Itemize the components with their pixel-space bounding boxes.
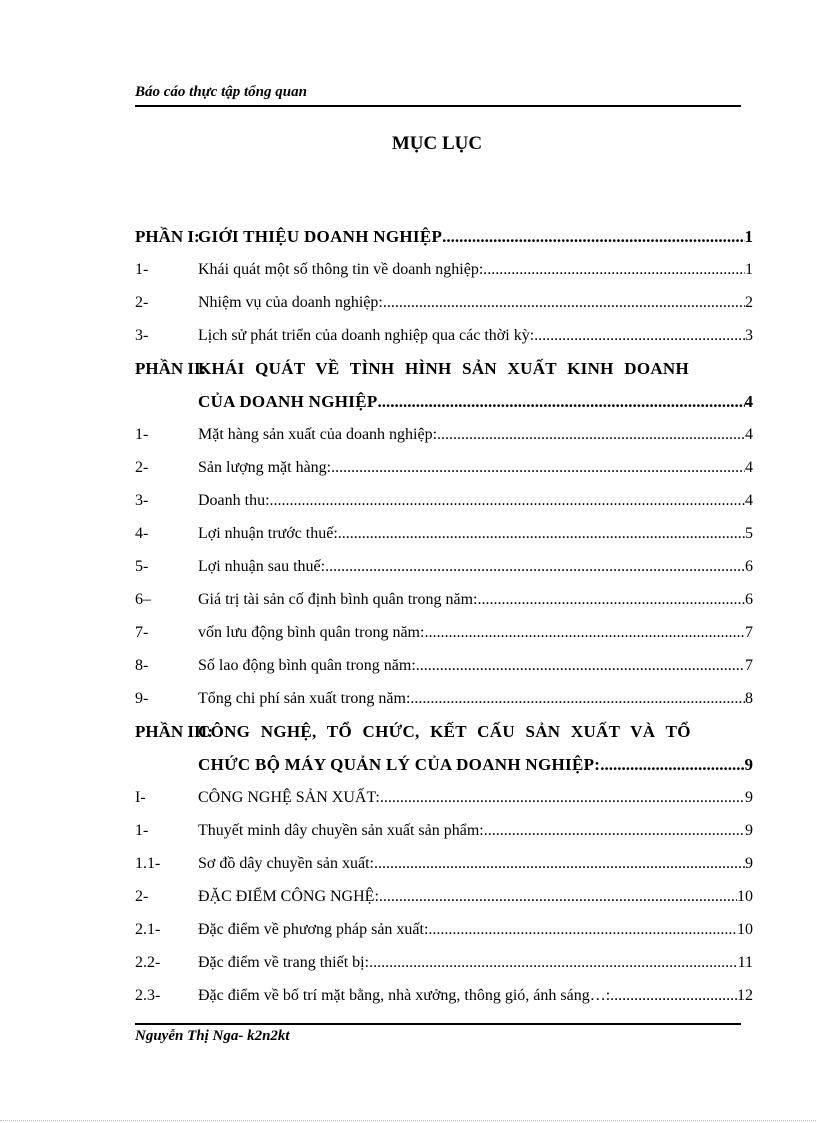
toc-part-entry: [135, 748, 753, 781]
toc-entry: [135, 781, 753, 814]
toc-dot-leader: [428, 913, 737, 946]
toc-entry-number: 9-: [135, 690, 149, 707]
toc-dot-leader: [378, 385, 745, 418]
toc-entry-number: I-: [135, 789, 146, 806]
toc-page-number: 6: [745, 558, 753, 575]
page-edge: [0, 1120, 816, 1121]
toc-entry-number: PHẦN I:: [135, 227, 200, 246]
toc-entry-number: 1-: [135, 426, 149, 443]
header-divider: [135, 105, 741, 107]
toc-dot-leader: [380, 781, 745, 814]
toc-dot-leader: [610, 979, 737, 1012]
toc-page-number: 7: [745, 657, 753, 674]
toc-entry-label: Tổng chi phí sản xuất trong năm:: [198, 690, 411, 707]
toc-entry: [135, 550, 753, 583]
toc-entry: [135, 979, 753, 1012]
toc-page-number: 9: [745, 855, 753, 872]
toc-dot-leader: [416, 649, 745, 682]
page-footer: Nguyễn Thị Nga- k2n2kt: [135, 1028, 290, 1044]
toc-dot-leader: [442, 220, 744, 253]
toc-dot-leader: [325, 550, 745, 583]
toc-entry: [135, 286, 753, 319]
toc-page-number: 7: [745, 624, 753, 641]
toc-page-number: 9: [745, 789, 753, 806]
toc-entry-label: CÔNG NGHỆ SẢN XUẤT:: [198, 789, 380, 806]
toc-entry: [135, 484, 753, 517]
toc-entry-label: Khái quát một số thông tin về doanh nghiệp:: [198, 261, 484, 278]
toc-page-number: 4: [744, 392, 753, 411]
toc-page-number: 1: [745, 261, 753, 278]
footer-divider: [135, 1023, 741, 1025]
toc-dot-leader: [424, 616, 745, 649]
toc-page-number: 9: [744, 755, 753, 774]
toc-page-number: 6: [745, 591, 753, 608]
toc-entry-label: Lịch sử phát triển của doanh nghiệp qua các thời kỳ:: [198, 327, 535, 344]
toc-entry-label: Lợi nhuận sau thuế:: [198, 558, 326, 575]
toc-entry-number: 5-: [135, 558, 149, 575]
toc-entry-number: 2-: [135, 459, 149, 476]
toc-entry-label: Nhiệm vụ của doanh nghiệp:: [198, 294, 383, 311]
toc-entry-label: GIỚI THIỆU DOANH NGHIỆP: [198, 227, 443, 246]
toc-page-number: 10: [737, 888, 753, 905]
toc-dot-leader: [600, 748, 744, 781]
toc-entry: [135, 814, 753, 847]
toc-dot-leader: [270, 484, 745, 517]
toc-entry: [135, 880, 753, 913]
toc-page-number: 4: [745, 426, 753, 443]
page-header: Báo cáo thực tập tổng quan: [135, 84, 307, 100]
toc-part-entry: [135, 385, 753, 418]
toc-page-number: 1: [744, 227, 753, 246]
toc-entry-label: Lợi nhuận trước thuế:: [198, 525, 338, 542]
toc-entry-label: vốn lưu động bình quân trong năm:: [198, 624, 425, 641]
toc-page-number: 10: [737, 921, 753, 938]
page-title: MỤC LỤC: [391, 133, 483, 154]
toc-entry-label: CHỨC BỘ MÁY QUẢN LÝ CỦA DOANH NGHIỆP:: [198, 755, 601, 774]
toc-dot-leader: [478, 583, 746, 616]
toc-entry-number: 2.2-: [135, 954, 161, 971]
toc-entry: [135, 253, 753, 286]
toc-dot-leader: [437, 418, 745, 451]
toc-entry-label: Đặc điểm về trang thiết bị:: [198, 954, 370, 971]
toc-entry: [135, 649, 753, 682]
toc-dot-leader: [483, 253, 745, 286]
toc-page-number: 12: [737, 987, 753, 1004]
toc-entry: [135, 517, 753, 550]
toc-entry-label: KHÁI QUÁT VỀ TÌNH HÌNH SẢN XUẤT KINH DOANH: [198, 359, 690, 378]
table-of-contents: [135, 220, 753, 1012]
toc-dot-leader: [369, 946, 738, 979]
toc-page-number: 3: [745, 327, 753, 344]
toc-dot-leader: [410, 682, 745, 715]
toc-entry: [135, 847, 753, 880]
toc-dot-leader: [484, 814, 745, 847]
toc-entry-label: Sản lượng mặt hàng:: [198, 459, 332, 476]
toc-part-entry: [135, 352, 753, 385]
toc-entry-number: 1-: [135, 822, 149, 839]
toc-entry: [135, 583, 753, 616]
toc-dot-leader: [338, 517, 745, 550]
toc-entry: [135, 946, 753, 979]
toc-entry: [135, 418, 753, 451]
toc-entry-label: Doanh thu:: [198, 492, 270, 509]
toc-entry-number: 3-: [135, 492, 149, 509]
toc-dot-leader: [379, 880, 737, 913]
toc-entry-number: 4-: [135, 525, 149, 542]
toc-dot-leader: [374, 847, 745, 880]
toc-entry-label: Thuyết minh dây chuyền sản xuất sản phẩm:: [198, 822, 484, 839]
toc-entry: [135, 616, 753, 649]
toc-page-number: 2: [745, 294, 753, 311]
toc-part-entry: [135, 220, 753, 253]
toc-entry-label: Sơ đồ dây chuyền sản xuất:: [198, 855, 374, 872]
toc-part-entry: [135, 715, 753, 748]
toc-entry-number: 1-: [135, 261, 149, 278]
toc-entry-number: 6–: [135, 591, 151, 608]
toc-entry-label: Đặc điểm về bố trí mặt bằng, nhà xưởng, thông gió, ánh sáng…:: [198, 987, 611, 1004]
toc-entry-number: 2-: [135, 888, 149, 905]
toc-entry-label: Đặc điểm về phương pháp sản xuất:: [198, 921, 429, 938]
toc-entry-label: Giá trị tài sản cố định bình quân trong năm:: [198, 591, 478, 608]
toc-entry-number: 3-: [135, 327, 149, 344]
toc-entry-label: CÔNG NGHỆ, TỔ CHỨC, KẾT CẤU SẢN XUẤT VÀ TỔ: [198, 722, 691, 741]
toc-entry-number: 2.3-: [135, 987, 161, 1004]
toc-entry: [135, 451, 753, 484]
toc-entry-number: 7-: [135, 624, 149, 641]
toc-dot-leader: [534, 319, 745, 352]
toc-dot-leader: [383, 286, 745, 319]
toc-entry: [135, 913, 753, 946]
toc-dot-leader: [331, 451, 745, 484]
toc-entry-label: ĐẶC ĐIỂM CÔNG NGHỆ:: [198, 888, 379, 905]
toc-entry: [135, 682, 753, 715]
toc-page-number: 9: [745, 822, 753, 839]
toc-entry-number: 2-: [135, 294, 149, 311]
toc-entry-label: CỦA DOANH NGHIỆP: [198, 392, 378, 411]
toc-entry-number: 2.1-: [135, 921, 161, 938]
toc-entry: [135, 319, 753, 352]
toc-page-number: 4: [745, 492, 753, 509]
toc-entry-label: Số lao động bình quân trong năm:: [198, 657, 416, 674]
toc-page-number: 4: [745, 459, 753, 476]
toc-entry-number: PHẦN III:: [135, 722, 213, 741]
toc-page-number: 8: [745, 690, 753, 707]
toc-entry-number: 1.1-: [135, 855, 161, 872]
toc-entry-number: 8-: [135, 657, 149, 674]
toc-page-number: 5: [745, 525, 753, 542]
toc-entry-number: PHẦN II:: [135, 359, 207, 378]
toc-page-number: 11: [737, 954, 753, 971]
toc-entry-label: Mặt hàng sản xuất của doanh nghiệp:: [198, 426, 438, 443]
